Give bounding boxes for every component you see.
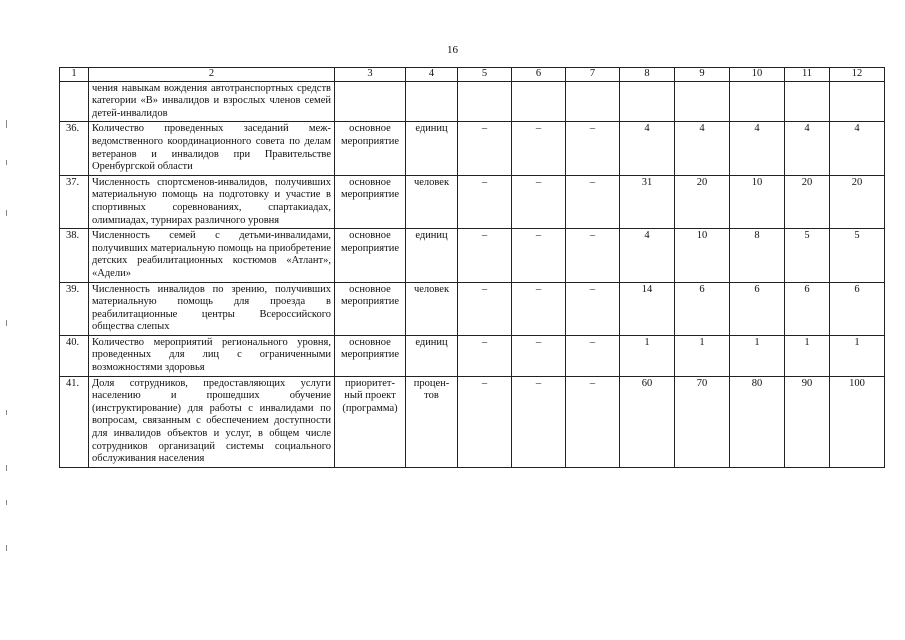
row-number: 38. (60, 229, 89, 282)
unit-of-measure (406, 81, 458, 122)
value-col-8 (620, 81, 675, 122)
indicator-name: Количество проведенных заседаний межведомственного координационного совета по делам ветеранов и инвалидов при Правительстве Оренбургской области (89, 122, 335, 175)
indicator-name: Количество мероприятий регионального уровня, проведенных для лиц с ограниченными возможностями здоровья (89, 335, 335, 376)
value-col-12: 1 (830, 335, 885, 376)
value-col-8: 4 (620, 122, 675, 175)
value-col-6 (512, 81, 566, 122)
column-header-5: 5 (458, 68, 512, 82)
indicator-type: основное мероприятие (335, 335, 406, 376)
value-col-12 (830, 81, 885, 122)
value-col-5: – (458, 282, 512, 335)
value-col-5: – (458, 229, 512, 282)
unit-of-measure: единиц (406, 122, 458, 175)
value-col-6: – (512, 376, 566, 467)
column-header-3: 3 (335, 68, 406, 82)
value-col-11: 4 (785, 122, 830, 175)
value-col-10: 6 (730, 282, 785, 335)
row-number: 39. (60, 282, 89, 335)
value-col-12: 4 (830, 122, 885, 175)
value-col-12: 5 (830, 229, 885, 282)
column-header-4: 4 (406, 68, 458, 82)
value-col-12: 20 (830, 175, 885, 228)
value-col-8: 1 (620, 335, 675, 376)
value-col-7: – (566, 376, 620, 467)
value-col-6: – (512, 335, 566, 376)
table-row (60, 81, 885, 122)
value-col-6: – (512, 122, 566, 175)
value-col-9: 20 (675, 175, 730, 228)
column-header-6: 6 (512, 68, 566, 82)
table-row (60, 282, 885, 335)
value-col-11: 5 (785, 229, 830, 282)
value-col-7: – (566, 175, 620, 228)
indicator-type: основное мероприятие (335, 175, 406, 228)
value-col-6: – (512, 175, 566, 228)
value-col-5 (458, 81, 512, 122)
unit-of-measure: процентов (406, 376, 458, 467)
value-col-9: 1 (675, 335, 730, 376)
indicator-name: Численность семей с детьми-инвалидами, получивших материальную помощь на приобретение детских реабилитационных костюмов «Атлант», «Адели» (89, 229, 335, 282)
indicator-type: основное мероприятие (335, 282, 406, 335)
column-header-8: 8 (620, 68, 675, 82)
value-col-7: – (566, 335, 620, 376)
value-col-12: 6 (830, 282, 885, 335)
value-col-9: 10 (675, 229, 730, 282)
indicator-name: Численность инвалидов по зрению, получивших материальную помощь для проезда в реабилитационные центры Всероссийского общества слепых (89, 282, 335, 335)
column-header-11: 11 (785, 68, 830, 82)
column-header-1: 1 (60, 68, 89, 82)
value-col-8: 60 (620, 376, 675, 467)
page-number: 16 (447, 44, 458, 56)
indicator-name: Численность спортсменов-инвалидов, получивших материальную помощь на подготовку и участие в спортивных соревнованиях, спартакиадах, олимпиадах, турнирах различного уровня (89, 175, 335, 228)
indicator-name: чения навыкам вождения автотранспортных средств категории «В» инвалидов и взрослых членов семей детей-инвалидов (89, 81, 335, 122)
table-row (60, 122, 885, 175)
unit-of-measure: человек (406, 175, 458, 228)
row-number (60, 81, 89, 122)
value-col-9: 6 (675, 282, 730, 335)
value-col-6: – (512, 229, 566, 282)
column-header-2: 2 (89, 68, 335, 82)
table-row (60, 335, 885, 376)
value-col-10: 4 (730, 122, 785, 175)
unit-of-measure: единиц (406, 335, 458, 376)
header-row (60, 68, 885, 82)
table-row (60, 229, 885, 282)
value-col-5: – (458, 175, 512, 228)
unit-of-measure: человек (406, 282, 458, 335)
value-col-9: 70 (675, 376, 730, 467)
value-col-11: 90 (785, 376, 830, 467)
indicators-table (59, 67, 885, 468)
value-col-11: 1 (785, 335, 830, 376)
value-col-10: 8 (730, 229, 785, 282)
value-col-5: – (458, 335, 512, 376)
column-header-9: 9 (675, 68, 730, 82)
column-header-12: 12 (830, 68, 885, 82)
table-row (60, 175, 885, 228)
value-col-8: 4 (620, 229, 675, 282)
indicator-type: основное мероприятие (335, 229, 406, 282)
value-col-11: 20 (785, 175, 830, 228)
value-col-11 (785, 81, 830, 122)
indicator-type: основное мероприятие (335, 122, 406, 175)
row-number: 37. (60, 175, 89, 228)
value-col-7: – (566, 122, 620, 175)
row-number: 36. (60, 122, 89, 175)
value-col-10: 1 (730, 335, 785, 376)
value-col-7: – (566, 282, 620, 335)
value-col-11: 6 (785, 282, 830, 335)
value-col-10: 80 (730, 376, 785, 467)
value-col-9: 4 (675, 122, 730, 175)
value-col-8: 31 (620, 175, 675, 228)
value-col-12: 100 (830, 376, 885, 467)
value-col-7 (566, 81, 620, 122)
value-col-5: – (458, 376, 512, 467)
row-number: 41. (60, 376, 89, 467)
value-col-5: – (458, 122, 512, 175)
indicator-type (335, 81, 406, 122)
unit-of-measure: единиц (406, 229, 458, 282)
value-col-8: 14 (620, 282, 675, 335)
row-number: 40. (60, 335, 89, 376)
value-col-10 (730, 81, 785, 122)
value-col-6: – (512, 282, 566, 335)
column-header-10: 10 (730, 68, 785, 82)
value-col-9 (675, 81, 730, 122)
indicator-name: Доля сотрудников, предоставляющих услуги населению и прошедших обучение (инструктирование) для работы с инвалидами по вопросам, связанным с обеспечением доступности для инвалидов объектов и услуг, в общем числе сотрудников организаций системы социального обслуживания населения (89, 376, 335, 467)
indicator-type: приоритетный проект (программа) (335, 376, 406, 467)
value-col-7: – (566, 229, 620, 282)
column-header-7: 7 (566, 68, 620, 82)
value-col-10: 10 (730, 175, 785, 228)
table-row (60, 376, 885, 467)
